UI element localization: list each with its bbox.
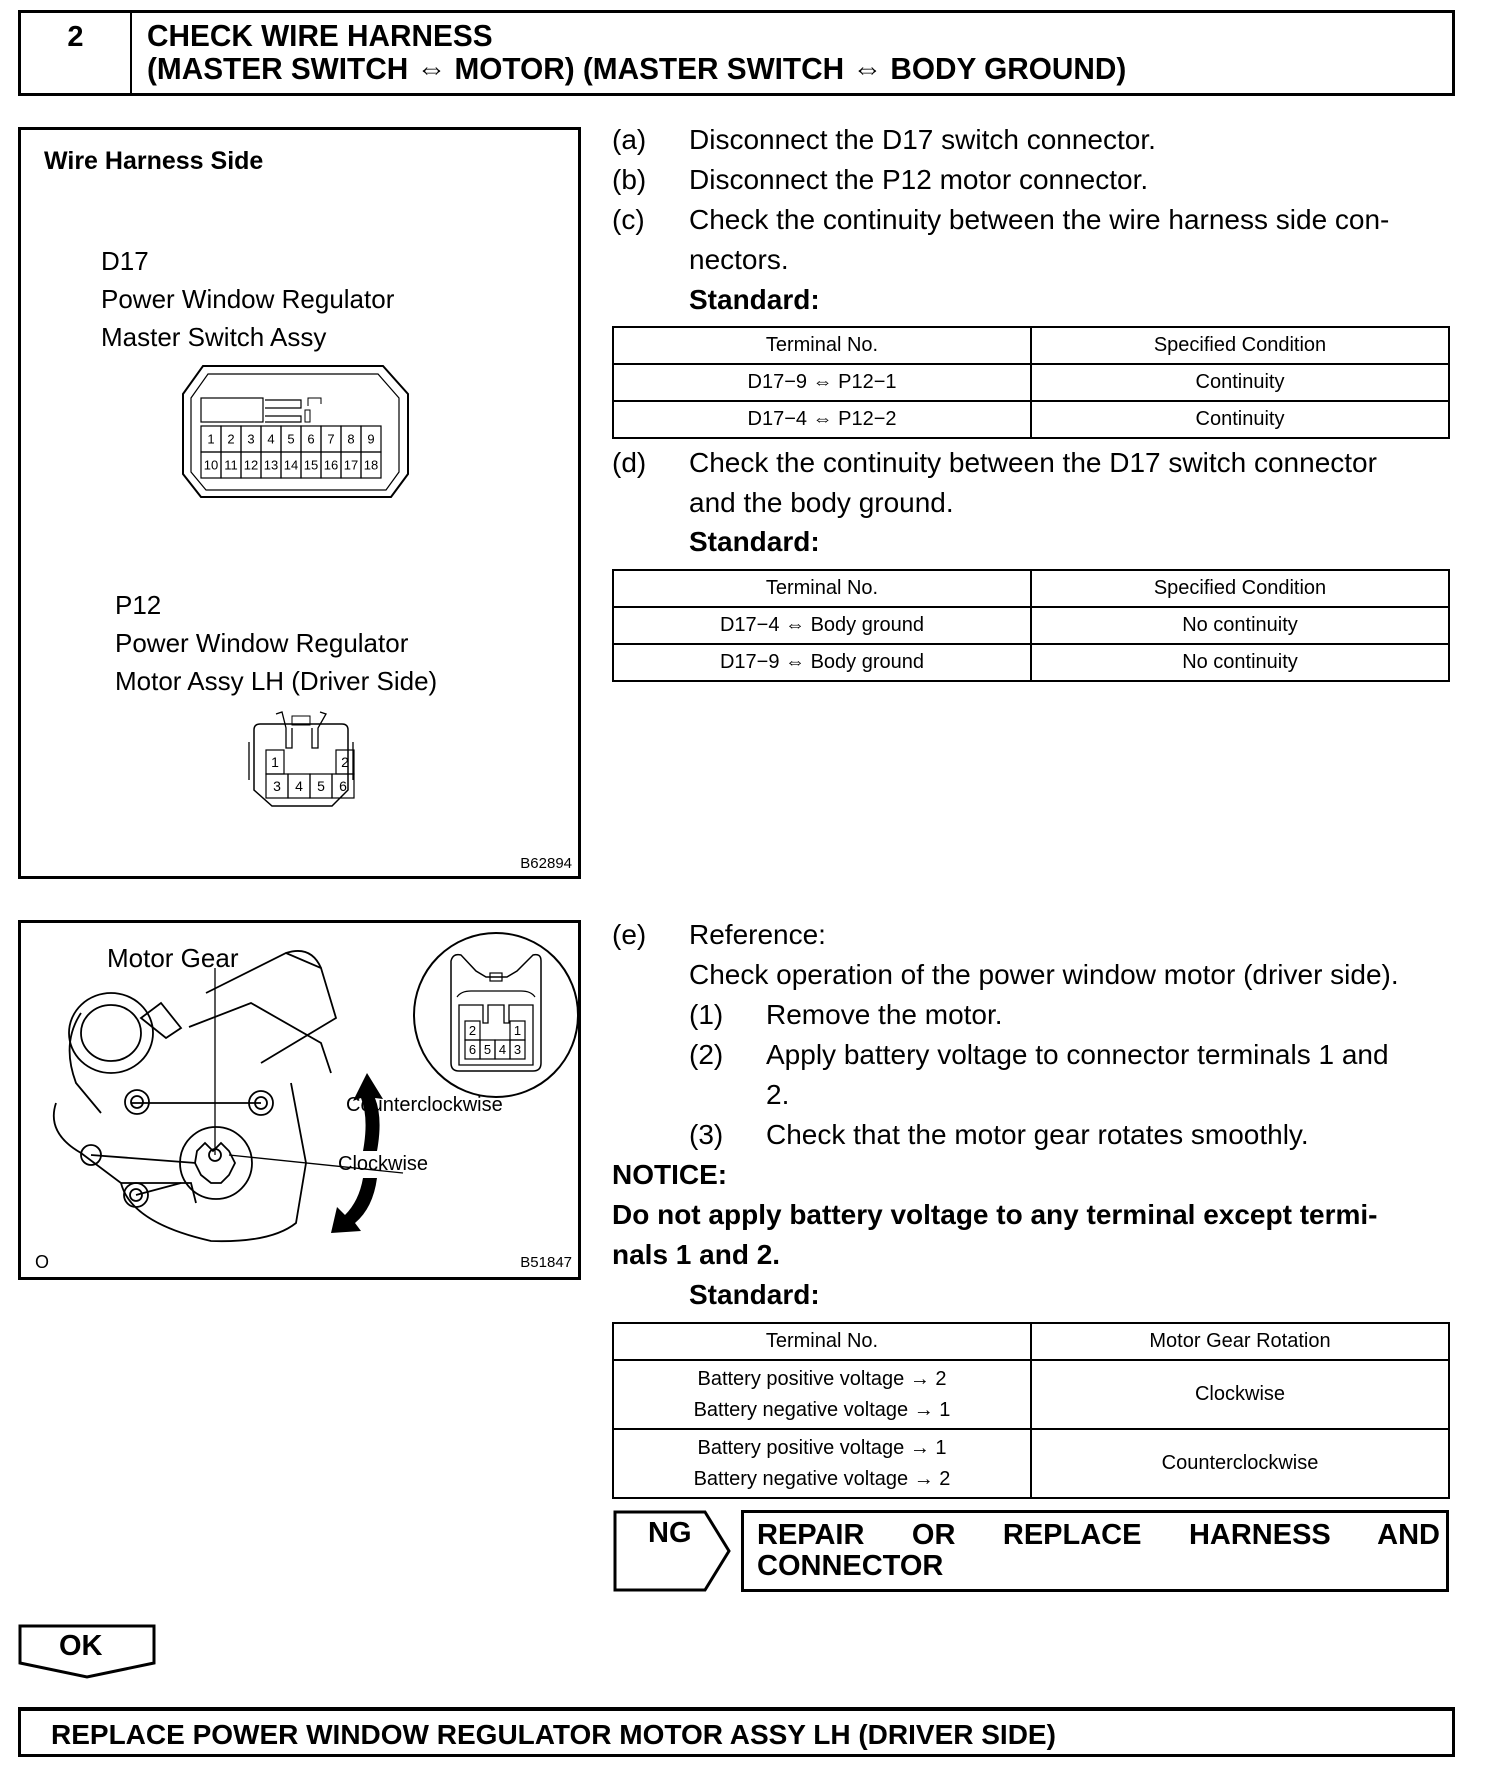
p12-pin-grid bbox=[266, 750, 354, 798]
connector-pin-number: 16 bbox=[323, 457, 339, 473]
connector-pin-number: 1 bbox=[513, 1023, 522, 1039]
connector-pin-number: 4 bbox=[498, 1042, 507, 1058]
p12-label: P12 Power Window Regulator Motor Assy LH (Driver Side) bbox=[115, 590, 438, 696]
table-row: Battery positive voltage → 1 Battery negative voltage → 2 Counterclockwise bbox=[613, 1429, 1449, 1498]
connector-pin-number: 15 bbox=[303, 457, 319, 473]
connector-pin-number: 4 bbox=[295, 778, 303, 795]
connector-pin-number: 8 bbox=[347, 431, 355, 447]
body-ground-table bbox=[612, 569, 1450, 682]
connector-pin-number: 2 bbox=[468, 1023, 477, 1039]
connector-pin-number: 1 bbox=[207, 431, 215, 447]
motor-figure bbox=[18, 920, 581, 1280]
connector-pin-number: 13 bbox=[263, 457, 279, 473]
table-row: Battery positive voltage → 2 Battery negative voltage → 1 Clockwise bbox=[613, 1360, 1449, 1429]
connector-pin-number: 9 bbox=[367, 431, 375, 447]
step-title bbox=[147, 19, 1126, 85]
wire-harness-figure bbox=[18, 127, 581, 879]
connector-pin-number: 2 bbox=[227, 431, 235, 447]
table-row: D17−4 ⇔ P12−2 Continuity bbox=[613, 401, 1449, 438]
connector-pin-number: 6 bbox=[468, 1042, 477, 1058]
table-row: D17−9 ⇔ Body ground No continuity bbox=[613, 644, 1449, 681]
connector-pin-number: 5 bbox=[483, 1042, 492, 1058]
notice-title: NOTICE: bbox=[612, 1159, 728, 1190]
ng-action-text: REPAIR OR REPLACE HARNESS AND CONNECTOR bbox=[757, 1519, 1440, 1582]
continuity-table bbox=[612, 326, 1450, 439]
connector-pin-number: 12 bbox=[243, 457, 259, 473]
step-number: 2 bbox=[21, 13, 132, 93]
figure-code: B62894 bbox=[520, 855, 572, 872]
clockwise-label: Clockwise bbox=[338, 1153, 429, 1175]
connector-pin-number: 14 bbox=[283, 457, 299, 473]
motor-gear-label: Motor Gear bbox=[107, 943, 239, 973]
ng-action-box[interactable] bbox=[741, 1510, 1449, 1592]
d17-label: D17 Power Window Regulator Master Switch Assy bbox=[101, 246, 395, 352]
step-title-line2: (MASTER SWITCH ⇔ MOTOR) (MASTER SWITCH ⇔ BODY GROUND) bbox=[147, 51, 1127, 86]
step-title-line1: CHECK WIRE HARNESS bbox=[147, 18, 493, 53]
connector-pin-number: 3 bbox=[273, 778, 281, 795]
step-header bbox=[18, 10, 1455, 96]
connector-pin-number: 11 bbox=[224, 457, 238, 473]
p12-connector-diagram bbox=[246, 710, 356, 810]
connector-pin-number: 6 bbox=[307, 431, 315, 447]
connector-pin-number: 6 bbox=[339, 778, 347, 795]
figure-heading: Wire Harness Side bbox=[44, 147, 264, 175]
table-header-row: Terminal No. Motor Gear Rotation bbox=[613, 1323, 1449, 1360]
result-box[interactable] bbox=[18, 1707, 1455, 1757]
d17-connector-diagram bbox=[181, 364, 411, 504]
connector-pin-number: 5 bbox=[287, 431, 295, 447]
result-text: REPLACE POWER WINDOW REGULATOR MOTOR ASSY LH (DRIVER SIDE) bbox=[51, 1719, 1056, 1750]
ng-label[interactable]: NG bbox=[648, 1517, 692, 1549]
d17-pin-grid bbox=[201, 426, 381, 478]
connector-pin-number: 2 bbox=[341, 754, 349, 771]
cw-arrow-icon bbox=[331, 1178, 377, 1233]
table-row: D17−4 ⇔ Body ground No continuity bbox=[613, 607, 1449, 644]
connector-pin-number: 17 bbox=[343, 457, 359, 473]
notice-text-line2: nals 1 and 2. bbox=[612, 1239, 781, 1270]
corner-mark: O bbox=[35, 1252, 50, 1272]
connector-pin-number: 10 bbox=[203, 457, 219, 473]
table-row: D17−9 ⇔ P12−1 Continuity bbox=[613, 364, 1449, 401]
figure-code: B51847 bbox=[520, 1254, 572, 1271]
connector-pin-number: 3 bbox=[513, 1042, 522, 1058]
connector-pin-number: 7 bbox=[327, 431, 335, 447]
connector-pin-number: 1 bbox=[271, 754, 279, 771]
table-header-row: Terminal No. Specified Condition bbox=[613, 327, 1449, 364]
connector-pin-number: 5 bbox=[317, 778, 325, 795]
connector-pin-number: 4 bbox=[267, 431, 275, 447]
connector-pin-number: 3 bbox=[247, 431, 255, 447]
ok-label[interactable]: OK bbox=[59, 1630, 103, 1662]
motor-rotation-table bbox=[612, 1322, 1450, 1499]
table-header-row: Terminal No. Specified Condition bbox=[613, 570, 1449, 607]
counterclockwise-label: Counterclockwise bbox=[346, 1094, 503, 1116]
notice-text-line1: Do not apply battery voltage to any terminal except termi- bbox=[612, 1199, 1378, 1230]
connector-pin-number: 18 bbox=[363, 457, 379, 473]
